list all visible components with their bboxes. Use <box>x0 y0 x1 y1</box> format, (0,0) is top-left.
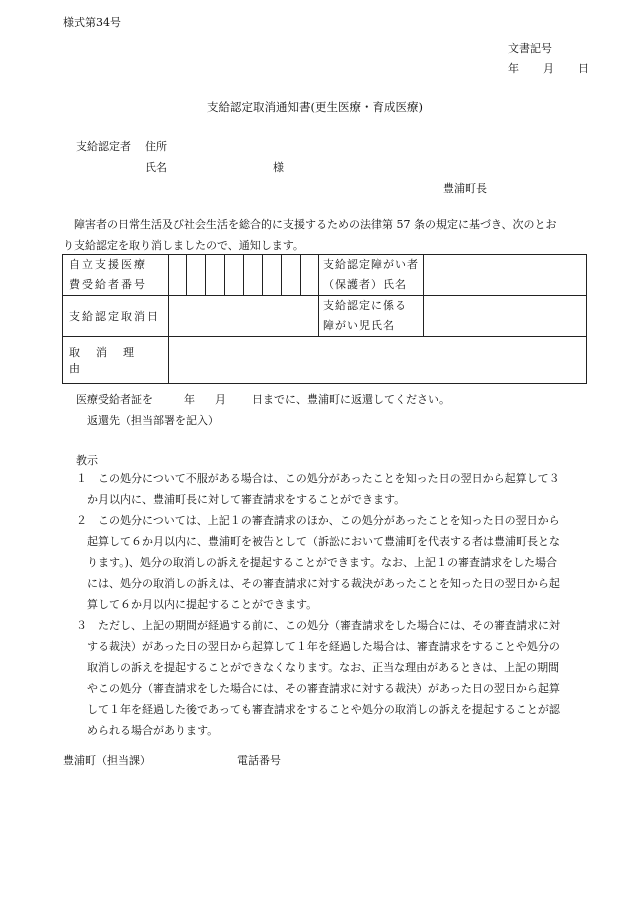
instruction-line: する裁決）があった日の翌日から起算して１年を経過した場合は、審査請求をすることや処分の <box>87 640 560 653</box>
instruction-line: か月以内に、豊浦町長に対して審査請求をすることができます。 <box>87 493 406 506</box>
instruction-line: １ この処分について不服がある場合は、この処分があったことを知った日の翌日から起算して３ <box>76 472 560 485</box>
intro-line-1: 障害者の日常生活及び社会生活を総合的に支援するための法律第 57 条の規定に基づき、次のとお <box>74 218 557 231</box>
footer-department-label: 豊浦町（担当課） <box>63 754 151 767</box>
beneficiary-number-digit <box>282 255 301 296</box>
document-title: 支給認定取消通知書(更生医療・育成医療) <box>207 100 423 114</box>
instruction-line: ２ この処分については、上記１の審査請求のほか、この処分があったことを知った日の翌日から <box>76 514 560 527</box>
return-notice-month: 月 <box>215 393 226 406</box>
cancel-date-value <box>169 296 319 337</box>
instruction-line: やこの処分（審査請求をした場合には、その審査請求に対する裁決）があった日の翌日から起算 <box>87 682 560 695</box>
beneficiary-number-digit <box>206 255 225 296</box>
intro-line-2: り支給認定を取り消しましたので、通知します。 <box>63 239 304 252</box>
recipient-name-label: 氏名 <box>145 161 167 174</box>
instruction-line: 取消しの訴えを提起することができなくなります。なお、正当な理由があるときは、上記の期間 <box>87 661 560 674</box>
return-notice-prefix: 医療受給者証を <box>76 393 153 406</box>
instruction-line: ３ ただし、上記の期間が経過する前に、この処分（審査請求をした場合には、その審査請求に対 <box>76 619 560 632</box>
form-number: 様式第34号 <box>63 16 121 29</box>
beneficiary-number-digit <box>263 255 282 296</box>
child-name-value <box>424 296 587 337</box>
guardian-name-label: 支給認定障がい者 （保護者）氏名 <box>319 255 424 296</box>
instruction-title: 教示 <box>76 454 98 467</box>
date-month-label: 月 <box>543 62 554 75</box>
document-number-label: 文書記号 <box>508 42 552 55</box>
reason-label: 取消理由 <box>63 337 169 384</box>
beneficiary-number-digit <box>225 255 244 296</box>
beneficiary-number-digit <box>187 255 206 296</box>
cancellation-details-table <box>62 254 587 384</box>
instruction-line: ります。)、処分の取消しの訴えを提起することができます。なお、上記１の審査請求をした場合 <box>87 556 558 569</box>
recipient-honorific: 様 <box>273 161 284 174</box>
beneficiary-number-digit <box>244 255 263 296</box>
return-notice-year: 年 <box>184 393 195 406</box>
date-year-label: 年 <box>508 62 519 75</box>
return-notice-suffix: 日までに、豊浦町に返還してください。 <box>252 393 450 406</box>
instruction-line: 起算して６か月以内に、豊浦町を被告として（訴訟において豊浦町を代表する者は豊浦町長とな <box>87 535 560 548</box>
beneficiary-number-label: 自立支援医療 費受給者番号 <box>63 255 169 296</box>
recipient-label: 支給認定者 <box>76 140 131 153</box>
date-day-label: 日 <box>578 62 589 75</box>
child-name-label: 支給認定に係る 障がい児氏名 <box>319 296 424 337</box>
instruction-line: には、処分の取消しの訴えは、その審査請求に対する裁決があったことを知った日の翌日から起 <box>87 577 560 590</box>
recipient-address-label: 住所 <box>145 140 167 153</box>
footer-phone-label: 電話番号 <box>237 754 281 767</box>
beneficiary-number-digit <box>169 255 187 296</box>
beneficiary-number-digit <box>301 255 319 296</box>
cancel-date-label: 支給認定取消日 <box>63 296 169 337</box>
reason-value <box>169 337 587 384</box>
instruction-line: 算して６か月以内に提起することができます。 <box>87 598 318 611</box>
instruction-line: して１年を経過した後であっても審査請求をすることや処分の取消しの訴えを提起することが認 <box>87 703 560 716</box>
guardian-name-value <box>424 255 587 296</box>
return-destination: 返還先（担当部署を記入） <box>87 414 219 427</box>
instruction-line: められる場合があります。 <box>87 724 219 737</box>
issuer-name: 豊浦町長 <box>443 182 487 195</box>
